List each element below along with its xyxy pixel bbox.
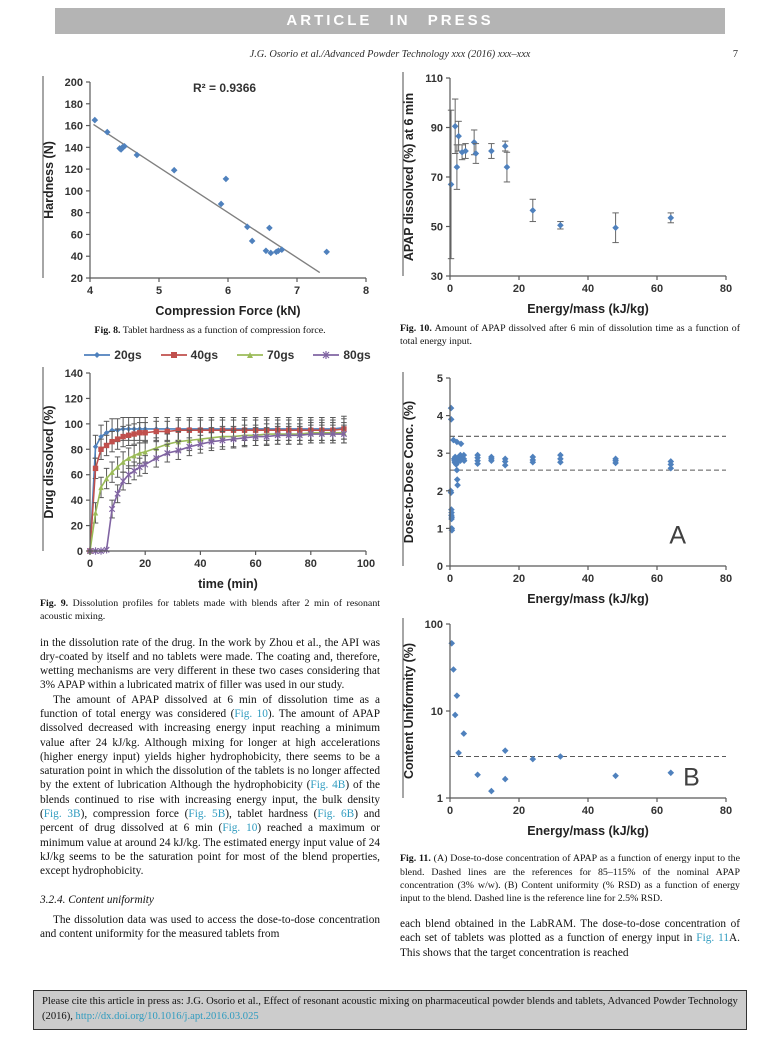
fig10-caption: Fig. 10. Amount of APAP dissolved after 6 min of dissolution time as a function of total energy input. (400, 323, 740, 348)
chart-fig9-dissolution-profiles (40, 363, 380, 593)
body-paragraph (40, 636, 380, 693)
svg-text:40: 40 (194, 558, 207, 571)
svg-text:10: 10 (430, 706, 443, 719)
legend-label: 80gs (343, 348, 371, 363)
svg-text:20: 20 (70, 273, 83, 285)
svg-text:80: 80 (304, 558, 317, 571)
legend-label: 20gs (114, 348, 142, 363)
figure-reference-link[interactable]: Fig. 5B (188, 808, 226, 821)
fig9-block (40, 347, 380, 623)
body-text-span: ), compression force ( (80, 808, 189, 821)
svg-text:80: 80 (719, 283, 733, 295)
svg-text:60: 60 (650, 805, 664, 818)
svg-text:120: 120 (64, 164, 83, 177)
svg-text:8: 8 (362, 285, 370, 297)
svg-text:20: 20 (512, 283, 526, 295)
svg-text:20: 20 (139, 558, 152, 571)
body-text-span: ) reached a maximum or minimum value at around 24 kJ/kg. The estimated energy input value of 24 kJ/kg seems to be the saturation point for most of the blend properties, except hydrophobicity. (40, 822, 381, 878)
legend-item-40gs (160, 348, 218, 362)
figure-reference-link[interactable]: Fig. 11 (696, 932, 730, 945)
svg-text:60: 60 (70, 469, 83, 482)
chart-fig8-hardness-vs-compression-force (40, 68, 380, 320)
svg-text:40: 40 (581, 283, 595, 295)
body-text-column-2 (400, 917, 740, 960)
svg-text:Energy/mass (kJ/kg): Energy/mass (kJ/kg) (527, 302, 649, 316)
left-column (40, 68, 380, 960)
body-paragraph (40, 693, 380, 879)
svg-text:Drug dissolved (%): Drug dissolved (%) (42, 405, 56, 519)
svg-text:time (min): time (min) (198, 577, 258, 592)
body-text-span: ), tablet hardness ( (225, 808, 318, 821)
svg-text:110: 110 (425, 73, 443, 85)
svg-text:60: 60 (650, 283, 664, 295)
svg-text:Content Uniformity (%): Content Uniformity (%) (402, 643, 416, 780)
svg-text:7: 7 (293, 285, 301, 297)
svg-text:100: 100 (356, 558, 376, 571)
article-in-press-banner: ARTICLE IN PRESS (55, 8, 725, 34)
svg-text:Energy/mass (kJ/kg): Energy/mass (kJ/kg) (527, 592, 649, 607)
svg-text:B: B (683, 763, 700, 792)
legend-label: 70gs (267, 348, 295, 363)
fig11-caption: Fig. 11. (A) Dose-to-dose concentration of APAP as a function of energy input to the blend. Dashed lines are the references for 85–115% of the nominal APAP concentration (3% w/w). (B) Content uniformity (% RSD) as a function of energy input to the blend. Dashed line is the reference line for 2.5% RSD. (400, 853, 740, 904)
running-head (0, 49, 780, 60)
svg-text:20: 20 (512, 573, 526, 586)
svg-text:A: A (669, 521, 687, 550)
svg-text:80: 80 (70, 207, 83, 220)
figure-reference-link[interactable]: Fig. 10 (222, 822, 258, 835)
figure-reference-link[interactable]: Fig. 6B (317, 808, 355, 821)
fig9-caption: Fig. 9. Dissolution profiles for tablets made with blends after 2 min of resonant acoustic mixing. (40, 598, 380, 623)
svg-text:140: 140 (64, 368, 83, 381)
chart-fig11a-dose-to-dose-concentration (400, 368, 740, 608)
svg-text:2: 2 (436, 486, 443, 499)
svg-text:40: 40 (581, 573, 595, 586)
footer-text: Please cite this article in press as: J.G. Osorio et al., Effect of resonant acoustic mixing on pharmaceutical powder blends and tablets, Advanced Powder Technology (2016), (42, 996, 738, 1023)
svg-text:100: 100 (64, 419, 83, 432)
svg-text:0: 0 (86, 558, 94, 571)
svg-text:1: 1 (436, 523, 443, 536)
citation-footer (33, 990, 747, 1030)
svg-text:0: 0 (446, 283, 454, 295)
body-text-span: ) and percent of drug dissolved at 6 min ( (40, 808, 381, 835)
svg-text:APAP dissolved (%) at 6 min: APAP dissolved (%) at 6 min (402, 92, 416, 262)
figure-reference-link[interactable]: Fig. 4B (310, 779, 346, 792)
body-text-span: The amount of APAP dissolved at 6 min of dissolution time as a function of total energy was considered ( (40, 693, 380, 720)
body-paragraph (400, 917, 740, 960)
svg-text:Hardness (N): Hardness (N) (42, 141, 56, 219)
right-column (400, 68, 740, 960)
svg-text:70: 70 (430, 172, 443, 184)
svg-text:50: 50 (430, 221, 443, 234)
body-text-span: A. This shows that the target concentration is reached (400, 932, 740, 959)
svg-text:80: 80 (70, 444, 83, 457)
svg-text:140: 140 (64, 142, 83, 155)
body-text-span: ) of the blends continued to rise with increasing energy input, the bulk density ( (40, 779, 380, 821)
fig8-caption: Fig. 8. Tablet hardness as a function of compression force. (94, 325, 326, 336)
svg-text:60: 60 (650, 573, 664, 586)
citation-text: J.G. Osorio et al./Advanced Powder Technology xxx (2016) xxx–xxx (249, 49, 531, 60)
svg-text:5: 5 (436, 373, 443, 386)
svg-text:30: 30 (430, 271, 443, 283)
section-heading: 3.2.4. Content uniformity (40, 893, 154, 906)
svg-text:R² = 0.9366: R² = 0.9366 (193, 80, 257, 95)
figure-reference-link[interactable]: Fig. 3B (43, 808, 81, 821)
svg-text:0: 0 (76, 546, 83, 559)
legend-item-70gs (236, 348, 294, 362)
svg-text:4: 4 (436, 410, 443, 423)
legend-label: 40gs (190, 348, 218, 363)
chart-fig10-apap-dissolved-vs-energy (400, 68, 740, 318)
svg-text:0: 0 (446, 573, 454, 586)
body-paragraph (40, 913, 380, 942)
svg-text:40: 40 (581, 805, 595, 818)
svg-text:200: 200 (64, 77, 83, 89)
two-column-layout (0, 68, 780, 960)
svg-text:5: 5 (155, 285, 163, 297)
svg-text:120: 120 (64, 393, 83, 406)
body-text-column-1 (40, 636, 380, 942)
page-number: 7 (732, 49, 738, 60)
figure-reference-link[interactable]: Fig. 10 (234, 708, 268, 720)
svg-text:40: 40 (70, 495, 83, 508)
svg-text:20: 20 (70, 520, 83, 533)
svg-text:100: 100 (424, 619, 443, 632)
svg-text:3: 3 (436, 448, 443, 461)
svg-text:60: 60 (70, 229, 83, 242)
body-text-span: ). The amount of APAP dissolved decreased with increasing energy input reaching a minimum value after 24 kJ/kg. Although mixing for longer at high accelerations (higher energy input) yields higher hydrophobicity, there seems to be a saturation point in which the dissolution of the tablets is no longer affected by the extent of lubrication Although the hydrophobicity ( (40, 708, 380, 792)
svg-text:4: 4 (86, 285, 94, 297)
svg-text:Compression Force (kN): Compression Force (kN) (155, 304, 301, 318)
svg-text:0: 0 (446, 805, 454, 818)
svg-text:60: 60 (249, 558, 262, 571)
svg-text:6: 6 (224, 285, 232, 297)
svg-text:20: 20 (512, 805, 526, 818)
svg-text:80: 80 (719, 805, 733, 818)
chart-fig11b-content-uniformity (400, 614, 740, 840)
svg-text:90: 90 (430, 122, 443, 135)
svg-text:Dose-to-Dose Conc. (%): Dose-to-Dose Conc. (%) (402, 401, 416, 544)
body-text-span: each blend obtained in the LabRAM. The dose-to-dose concentration of each set of tablets was plotted as a function of energy input in (400, 918, 740, 945)
svg-text:40: 40 (70, 251, 83, 264)
svg-text:80: 80 (719, 573, 733, 586)
svg-text:160: 160 (64, 120, 83, 133)
svg-text:1: 1 (436, 793, 443, 806)
doi-link[interactable]: http://dx.doi.org/10.1016/j.apt.2016.03.025 (75, 1011, 259, 1023)
legend-item-20gs (83, 348, 141, 362)
svg-text:0: 0 (436, 561, 443, 574)
fig9-legend (74, 347, 380, 363)
svg-text:Energy/mass (kJ/kg): Energy/mass (kJ/kg) (527, 824, 649, 839)
legend-item-80gs (312, 348, 370, 362)
svg-text:180: 180 (64, 98, 83, 111)
svg-text:100: 100 (64, 185, 83, 198)
body-text-span: The dissolution data was used to access the dose-to-dose concentration and content uniformity for the measured tablets from (40, 913, 380, 940)
body-text-span: in the dissolution rate of the drug. In the work by Zhou et al., the API was dry-coated by itself and no tablets were made. The coating and, therefore, wetting mechanisms are very different in these two cases considering that 3% APAP within a lubricated matrix of filler was used in our study. (40, 636, 380, 692)
